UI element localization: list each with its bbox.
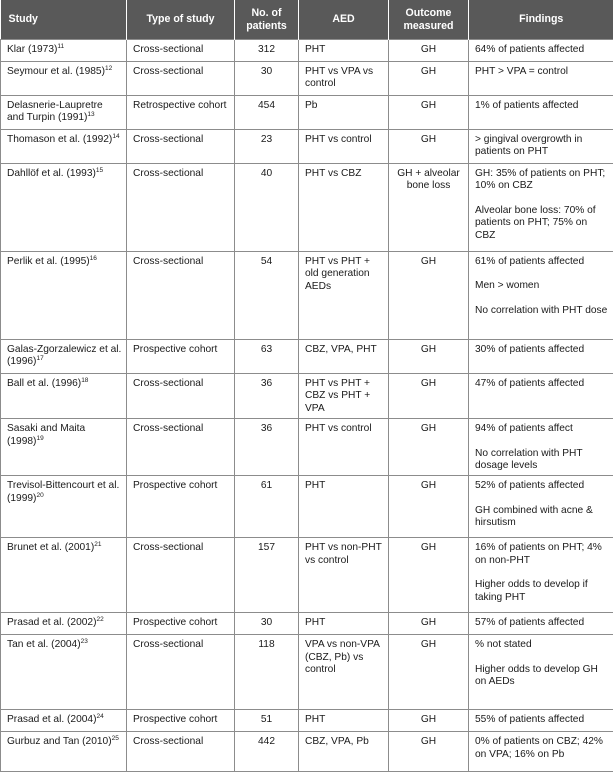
- aed-cell: PHT vs control: [299, 130, 389, 164]
- patients-cell: 63: [235, 340, 299, 374]
- table-row: [1, 130, 613, 164]
- study-type-cell: Prospective cohort: [127, 340, 235, 374]
- reference-number: 13: [87, 111, 94, 118]
- aed-cell: PHT vs non-PHT vs control: [299, 538, 389, 613]
- reference-number: 25: [112, 735, 119, 742]
- outcome-cell: GH + alveolar bone loss: [389, 164, 469, 252]
- study-type-cell: Prospective cohort: [127, 613, 235, 635]
- table-row: [1, 340, 613, 374]
- aed-cell: PHT: [299, 710, 389, 732]
- patients-cell: 442: [235, 732, 299, 772]
- study-type-cell: Cross-sectional: [127, 635, 235, 710]
- study-cell: [1, 538, 127, 613]
- header-outcome: Outcome measured: [389, 0, 469, 40]
- findings-cell: [469, 613, 613, 635]
- study-name: Brunet et al. (2001): [7, 542, 94, 553]
- aed-cell: PHT: [299, 476, 389, 538]
- findings-cell: [469, 374, 613, 419]
- findings-cell: [469, 130, 613, 164]
- finding-text: > gingival overgrowth in patients on PHT: [475, 134, 609, 159]
- findings-cell: [469, 62, 613, 96]
- table-body: [1, 40, 613, 772]
- finding-text: 57% of patients affected: [475, 617, 609, 629]
- outcome-cell: GH: [389, 732, 469, 772]
- outcome-cell: GH: [389, 62, 469, 96]
- study-name: Thomason et al. (1992): [7, 134, 112, 145]
- study-name: Dahllöf et al. (1993): [7, 168, 96, 179]
- study-type-cell: Prospective cohort: [127, 710, 235, 732]
- patients-cell: 30: [235, 62, 299, 96]
- finding-text: 94% of patients affect: [475, 423, 609, 435]
- reference-number: 23: [81, 638, 88, 645]
- study-name: Tan et al. (2004): [7, 639, 81, 650]
- reference-number: 22: [96, 616, 103, 623]
- study-cell: [1, 164, 127, 252]
- study-cell: [1, 476, 127, 538]
- patients-cell: 54: [235, 252, 299, 340]
- header-study: Study: [1, 0, 127, 40]
- study-cell: [1, 419, 127, 476]
- finding-text: GH: 35% of patients on PHT; 10% on CBZ: [475, 168, 609, 193]
- table-row: [1, 476, 613, 538]
- findings-cell: [469, 340, 613, 374]
- study-type-cell: Cross-sectional: [127, 538, 235, 613]
- reference-number: 14: [112, 133, 119, 140]
- study-name: Trevisol-Bittencourt et al. (1999): [7, 480, 119, 503]
- reference-number: 21: [94, 541, 101, 548]
- study-type-cell: Cross-sectional: [127, 130, 235, 164]
- findings-cell: [469, 732, 613, 772]
- finding-text: 52% of patients affected: [475, 480, 609, 492]
- finding-text: 1% of patients affected: [475, 100, 609, 112]
- patients-cell: 36: [235, 419, 299, 476]
- table-row: [1, 732, 613, 772]
- findings-cell: [469, 96, 613, 130]
- finding-text: 64% of patients affected: [475, 44, 609, 56]
- aed-cell: VPA vs non-VPA (CBZ, Pb) vs control: [299, 635, 389, 710]
- patients-cell: 36: [235, 374, 299, 419]
- header-type: Type of study: [127, 0, 235, 40]
- findings-cell: [469, 40, 613, 62]
- finding-text: 61% of patients affected: [475, 256, 609, 268]
- finding-text: No correlation with PHT dose: [475, 305, 609, 317]
- table-row: [1, 164, 613, 252]
- outcome-cell: GH: [389, 635, 469, 710]
- aed-cell: PHT vs CBZ: [299, 164, 389, 252]
- aed-cell: PHT: [299, 613, 389, 635]
- study-type-cell: Prospective cohort: [127, 476, 235, 538]
- study-name: Seymour et al. (1985): [7, 66, 105, 77]
- patients-cell: 51: [235, 710, 299, 732]
- study-name: Perlik et al. (1995): [7, 256, 90, 267]
- outcome-cell: GH: [389, 419, 469, 476]
- table-row: [1, 710, 613, 732]
- study-type-cell: Cross-sectional: [127, 40, 235, 62]
- study-type-cell: Retrospective cohort: [127, 96, 235, 130]
- aed-cell: PHT vs VPA vs control: [299, 62, 389, 96]
- table-row: [1, 613, 613, 635]
- study-cell: [1, 374, 127, 419]
- study-type-cell: Cross-sectional: [127, 419, 235, 476]
- header-aed: AED: [299, 0, 389, 40]
- study-type-cell: Cross-sectional: [127, 164, 235, 252]
- reference-number: 15: [96, 167, 103, 174]
- findings-cell: [469, 635, 613, 710]
- outcome-cell: GH: [389, 538, 469, 613]
- study-type-cell: Cross-sectional: [127, 374, 235, 419]
- study-name: Ball et al. (1996): [7, 378, 81, 389]
- finding-text: Men > women: [475, 280, 609, 292]
- study-name: Sasaki and Maita (1998): [7, 423, 85, 446]
- aed-cell: PHT: [299, 40, 389, 62]
- study-name: Klar (1973): [7, 44, 57, 55]
- header-patients: No. of patients: [235, 0, 299, 40]
- study-name: Gurbuz and Tan (2010): [7, 736, 112, 747]
- finding-text: 0% of patients on CBZ; 42% on VPA; 16% on Pb: [475, 736, 609, 761]
- study-cell: [1, 252, 127, 340]
- finding-text: Higher odds to develop if taking PHT: [475, 579, 609, 604]
- patients-cell: 118: [235, 635, 299, 710]
- patients-cell: 23: [235, 130, 299, 164]
- table-row: [1, 635, 613, 710]
- reference-number: 19: [36, 435, 43, 442]
- finding-text: 47% of patients affected: [475, 378, 609, 390]
- outcome-cell: GH: [389, 96, 469, 130]
- study-type-cell: Cross-sectional: [127, 62, 235, 96]
- study-cell: [1, 340, 127, 374]
- table-row: [1, 62, 613, 96]
- outcome-cell: GH: [389, 40, 469, 62]
- outcome-cell: GH: [389, 252, 469, 340]
- study-name: Galas-Zgorzalewicz et al. (1996): [7, 344, 121, 367]
- outcome-cell: GH: [389, 613, 469, 635]
- reference-number: 12: [105, 65, 112, 72]
- study-cell: [1, 62, 127, 96]
- outcome-cell: GH: [389, 710, 469, 732]
- table-row: [1, 419, 613, 476]
- finding-text: 16% of patients on PHT; 4% on non-PHT: [475, 542, 609, 567]
- study-cell: [1, 710, 127, 732]
- finding-text: PHT > VPA = control: [475, 66, 609, 78]
- header-findings: Findings: [469, 0, 613, 40]
- finding-text: Alveolar bone loss: 70% of patients on PHT; 75% on CBZ: [475, 205, 609, 242]
- findings-cell: [469, 164, 613, 252]
- table-row: [1, 40, 613, 62]
- finding-text: 30% of patients affected: [475, 344, 609, 356]
- aed-cell: CBZ, VPA, Pb: [299, 732, 389, 772]
- outcome-cell: GH: [389, 130, 469, 164]
- outcome-cell: GH: [389, 340, 469, 374]
- reference-number: 16: [90, 255, 97, 262]
- reference-number: 11: [57, 43, 64, 50]
- patients-cell: 40: [235, 164, 299, 252]
- aed-cell: CBZ, VPA, PHT: [299, 340, 389, 374]
- finding-text: No correlation with PHT dosage levels: [475, 448, 609, 473]
- patients-cell: 312: [235, 40, 299, 62]
- finding-text: GH combined with acne & hirsutism: [475, 505, 609, 530]
- patients-cell: 157: [235, 538, 299, 613]
- aed-cell: PHT vs control: [299, 419, 389, 476]
- outcome-cell: GH: [389, 374, 469, 419]
- study-cell: [1, 40, 127, 62]
- study-name: Prasad et al. (2004): [7, 714, 96, 725]
- findings-cell: [469, 476, 613, 538]
- header-row: [1, 0, 613, 40]
- findings-cell: [469, 252, 613, 340]
- findings-cell: [469, 710, 613, 732]
- outcome-cell: GH: [389, 476, 469, 538]
- study-cell: [1, 96, 127, 130]
- patients-cell: 61: [235, 476, 299, 538]
- finding-text: % not stated: [475, 639, 609, 651]
- study-cell: [1, 130, 127, 164]
- finding-text: Higher odds to develop GH on AEDs: [475, 664, 609, 689]
- table-row: [1, 538, 613, 613]
- study-name: Delasnerie-Laupretre and Turpin (1991): [7, 100, 103, 123]
- study-type-cell: Cross-sectional: [127, 732, 235, 772]
- reference-number: 17: [36, 355, 43, 362]
- study-name: Prasad et al. (2002): [7, 617, 96, 628]
- reference-number: 24: [96, 713, 103, 720]
- table-row: [1, 374, 613, 419]
- reference-number: 20: [36, 492, 43, 499]
- aed-cell: PHT vs PHT + old generation AEDs: [299, 252, 389, 340]
- patients-cell: 30: [235, 613, 299, 635]
- table-row: [1, 252, 613, 340]
- study-cell: [1, 732, 127, 772]
- findings-cell: [469, 538, 613, 613]
- study-cell: [1, 635, 127, 710]
- patients-cell: 454: [235, 96, 299, 130]
- aed-cell: PHT vs PHT + CBZ vs PHT + VPA: [299, 374, 389, 419]
- finding-text: 55% of patients affected: [475, 714, 609, 726]
- reference-number: 18: [81, 377, 88, 384]
- study-type-cell: Cross-sectional: [127, 252, 235, 340]
- findings-cell: [469, 419, 613, 476]
- aed-cell: Pb: [299, 96, 389, 130]
- study-cell: [1, 613, 127, 635]
- table-row: [1, 96, 613, 130]
